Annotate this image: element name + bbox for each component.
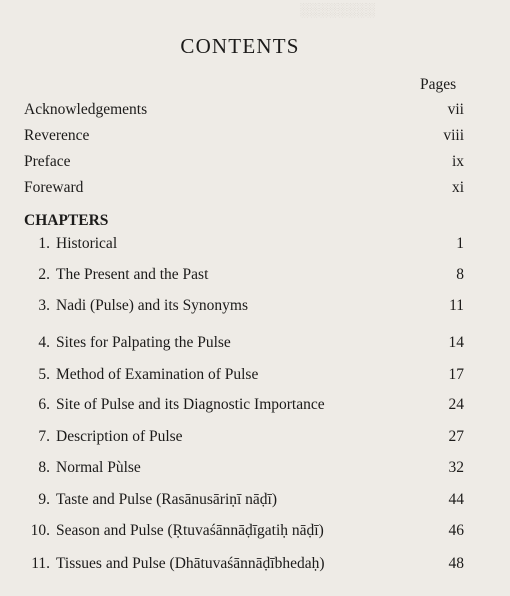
chapter-row (28, 459, 464, 481)
chapter-number: 8. (38, 459, 50, 476)
chapter-title: The Present and the Past (56, 266, 209, 283)
chapter-title: Season and Pulse (Ṛtuvaśānnāḍīgatiḥ nāḍī) (56, 522, 324, 539)
pages-column-label: Pages (420, 76, 457, 93)
chapter-row (28, 334, 464, 356)
front-matter-foreward: Foreward (24, 179, 84, 196)
chapter-number: 1. (38, 235, 50, 252)
chapter-title: Historical (56, 235, 118, 252)
chapter-number: 11. (31, 555, 50, 572)
chapter-row (28, 366, 464, 388)
chapter-page: 14 (448, 334, 464, 351)
chapter-page: 44 (448, 491, 464, 508)
chapter-page: 24 (448, 396, 464, 413)
chapter-row (28, 428, 464, 450)
chapter-number: 3. (38, 297, 50, 314)
chapter-page: 1 (456, 235, 464, 252)
front-matter-page: vii (447, 101, 464, 118)
chapter-page: 48 (448, 555, 464, 572)
chapter-page: 27 (448, 428, 464, 445)
page-title: CONTENTS (180, 34, 300, 58)
chapter-title: Site of Pulse and its Diagnostic Importance (56, 396, 325, 413)
front-matter-page: ix (451, 153, 464, 170)
chapter-page: 32 (448, 459, 464, 476)
front-matter-acknowledgements: Acknowledgements (24, 101, 148, 118)
chapter-title: Description of Pulse (56, 428, 183, 445)
chapter-page: 46 (448, 522, 464, 539)
chapter-number: 9. (38, 491, 50, 508)
chapter-page: 8 (456, 266, 464, 283)
chapter-title: Sites for Palpating the Pulse (56, 334, 231, 351)
chapter-title: Normal Pùlse (56, 459, 141, 476)
chapter-row (28, 235, 464, 257)
chapter-title: Taste and Pulse (Rasānusāriṇī nāḍī) (56, 491, 278, 508)
chapter-title: Method of Examination of Pulse (56, 366, 259, 383)
chapter-title: Tissues and Pulse (Dhātuvaśānnāḍībhedaḥ) (56, 555, 325, 572)
chapter-number: 7. (38, 428, 50, 445)
chapters-heading: CHAPTERS (24, 212, 109, 229)
chapter-row (28, 491, 464, 513)
chapter-title: Nadi (Pulse) and its Synonyms (56, 297, 249, 314)
chapter-number: 2. (38, 266, 50, 283)
chapter-row (28, 396, 464, 418)
bleed-through-text: ░░░░░░░░ (300, 2, 376, 17)
chapter-number: 10. (30, 522, 50, 539)
chapter-row (28, 522, 464, 544)
front-matter-page: xi (451, 179, 464, 196)
chapter-row (28, 297, 464, 319)
chapter-number: 6. (38, 396, 50, 413)
front-matter-page: viii (443, 127, 464, 144)
chapter-row (28, 266, 464, 288)
chapter-page: 11 (449, 297, 464, 314)
chapter-row (28, 555, 464, 577)
chapter-number: 4. (38, 334, 50, 351)
chapter-page: 17 (448, 366, 464, 383)
front-matter-reverence: Reverence (24, 127, 90, 144)
front-matter-preface: Preface (24, 153, 71, 170)
chapter-number: 5. (38, 366, 50, 383)
